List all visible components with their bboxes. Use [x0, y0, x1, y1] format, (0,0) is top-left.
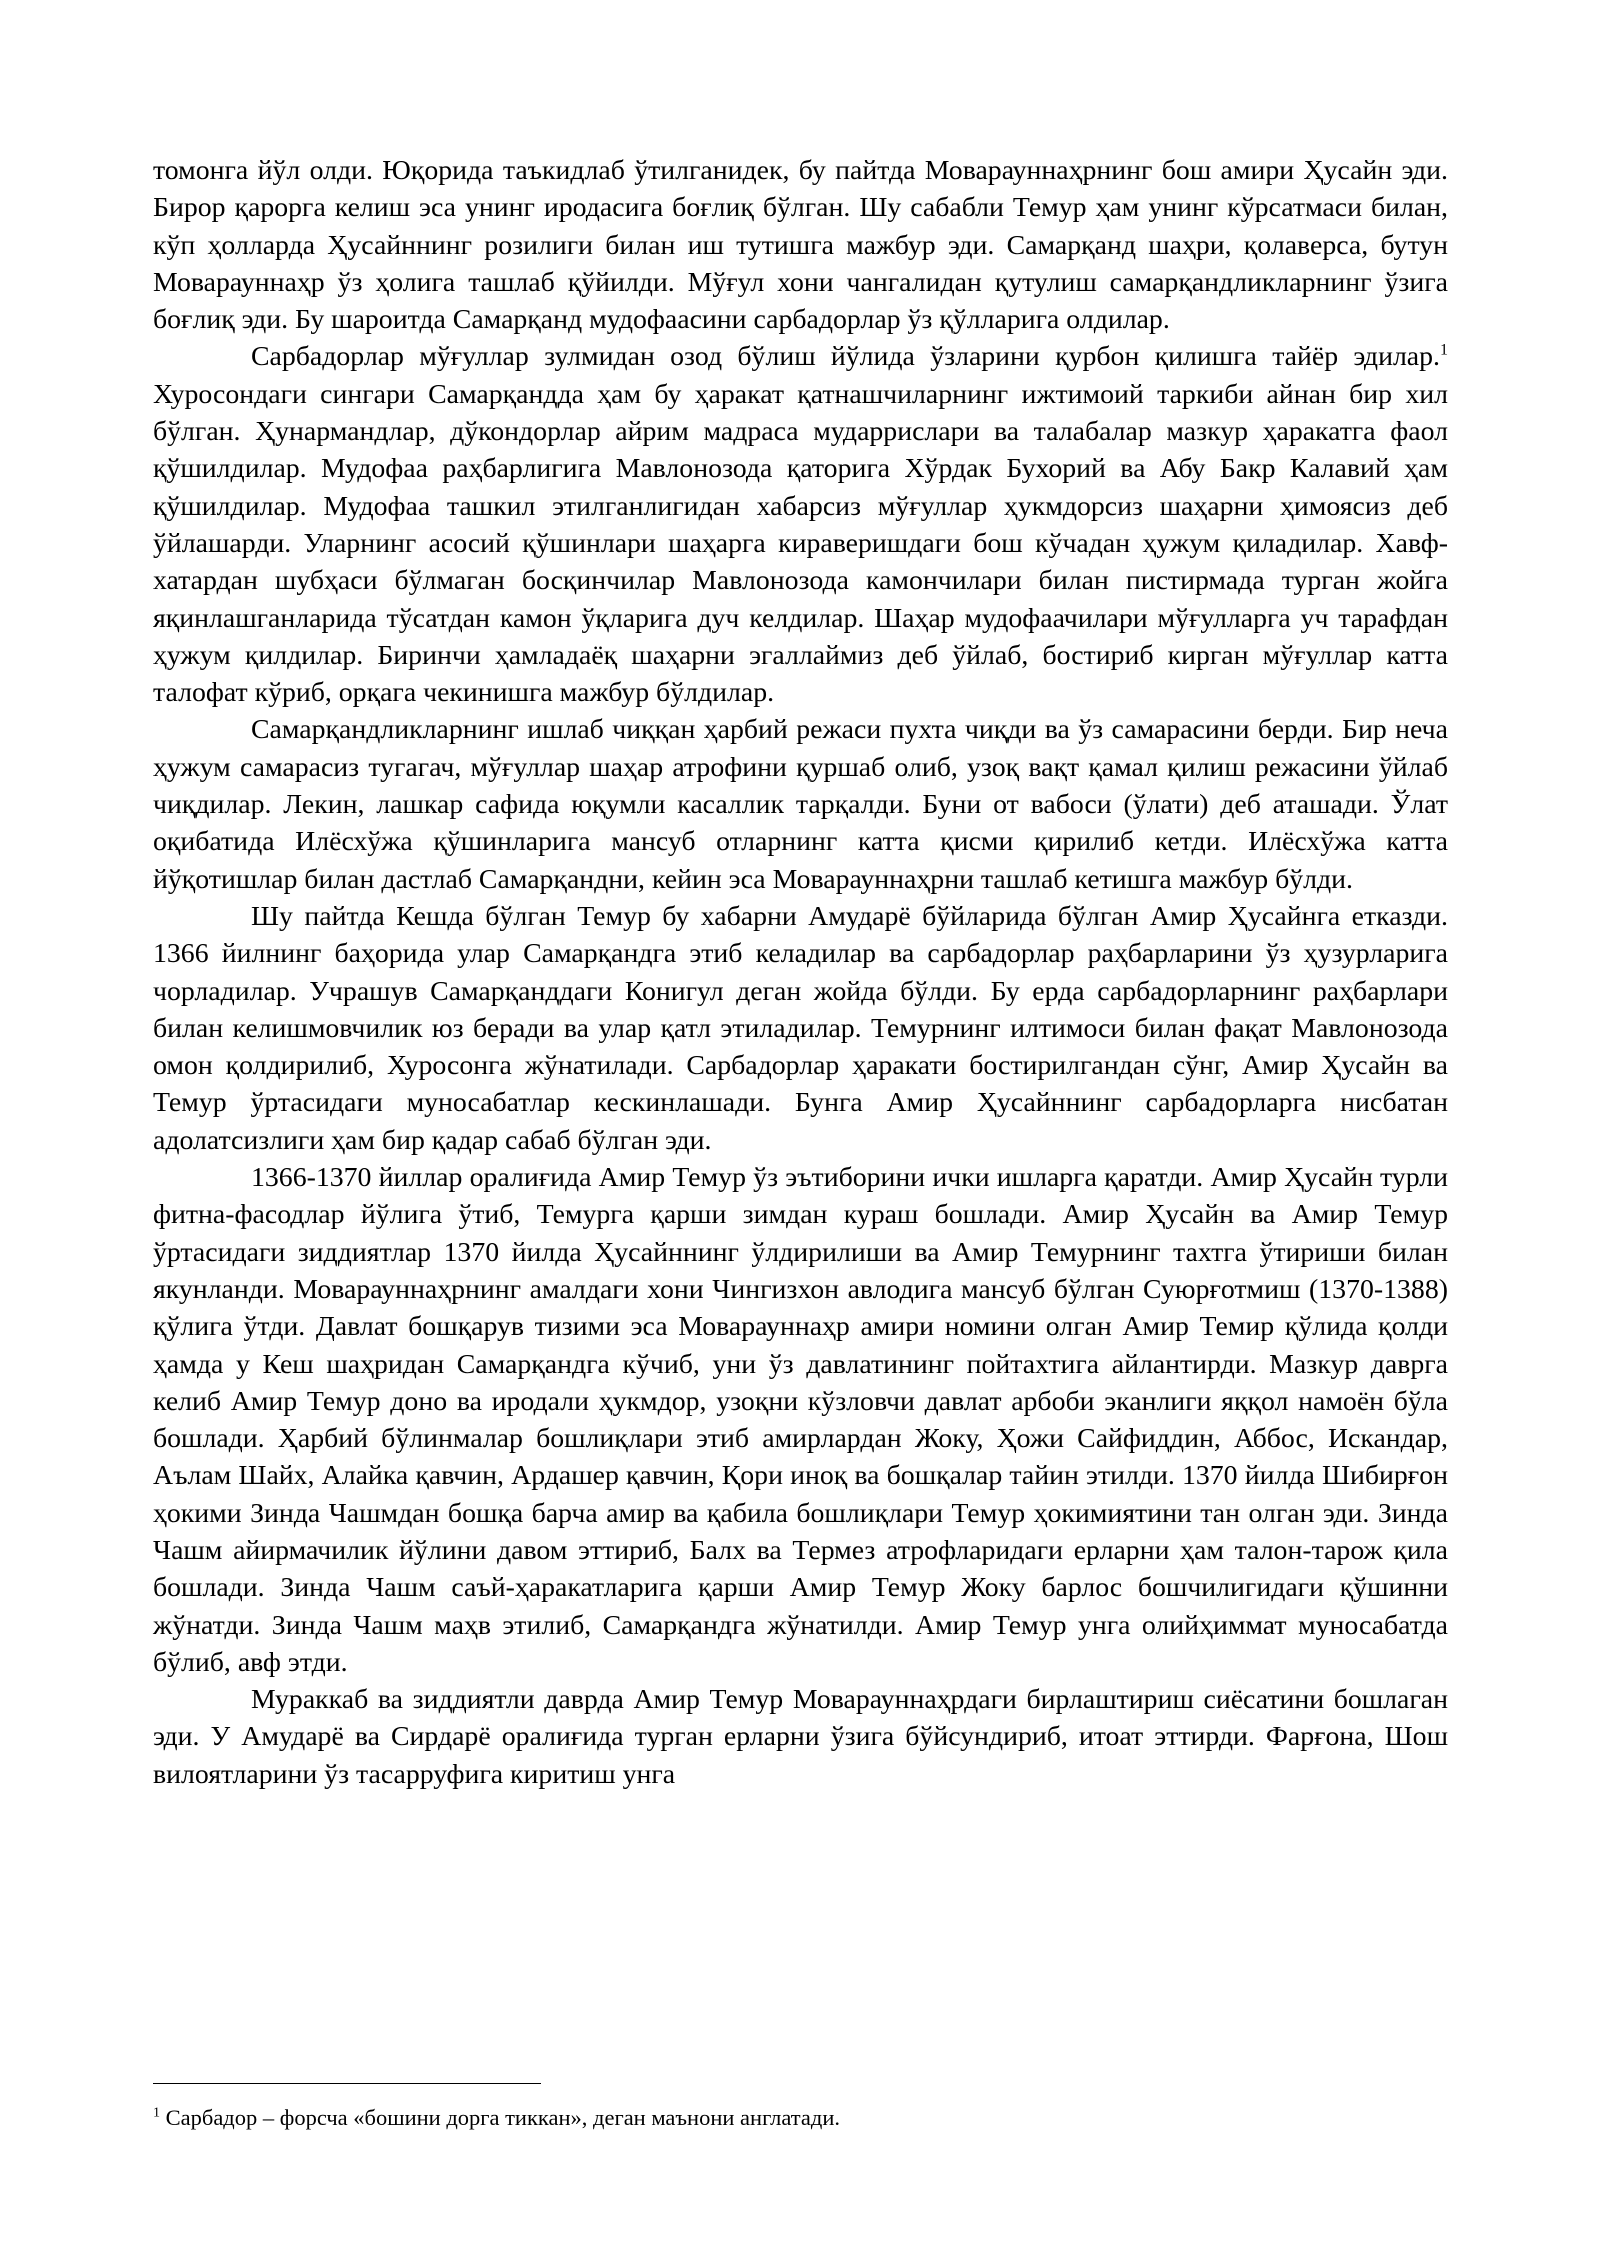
footnote: [153, 2104, 1448, 2132]
paragraph-3: Самарқандликларнинг ишлаб чиққан ҳарбий режаси пухта чиқди ва ўз самарасини берди. Бир неча ҳужум самарасиз тугагач, мўғуллар шаҳар атрофини қуршаб олиб, узоқ вақт қамал қилиш режасини ўйлаб чиқдилар. Лекин, лашкар сафида юқумли касаллик тарқалди. Буни от вабоси (ўлати) деб аташади. Ўлат оқибатида Илёсхўжа қўшинларига мансуб отларнинг катта қисми қирилиб кетди. Илёсхўжа катта йўқотишлар билан дастлаб Самарқандни, кейин эса Моварауннаҳрни ташлаб кетишга мажбур бўлди.: [153, 714, 1448, 895]
paragraph-2-text-end: Хуросондаги сингари Самарқандда ҳам бу ҳаракат қатнашчиларнинг ижтимоий таркиби айнан бир хил бўлган. Ҳунармандлар, дўкондорлар айрим мадраса мударрислари ва талабалар мазкур ҳаракатга фаол қўшилдилар. Мудофаа раҳбарлигига Мавлонозода қаторига Хўрдак Бухорий ва Абу Бакр Калавий ҳам қўшилдилар. Мудофаа ташкил этилганлигидан хабарсиз мўғуллар ҳукмдорсиз шаҳарни ҳимоясиз деб ўйлашарди. Уларнинг асосий қўшинлари шаҳарга кираверишдаги бош кўчадан ҳужум қиладилар. Хавф-хатардан шубҳаси бўлмаган босқинчилар Мавлонозода камончилари билан пистирмада турган жойга яқинлашганларида тўсатдан камон ўқларига дуч келдилар. Шаҳар мудофаачилари мўғулларга уч тарафдан ҳужум қилдилар. Биринчи ҳамладаёқ шаҳарни эгаллаймиз деб ўйлаб, бостириб кирган мўғуллар катта талофат кўриб, орқага чекинишга мажбур бўлдилар.: [153, 378, 1448, 709]
footnote-text: Сарбадор – форсча «бошини дорга тиккан», деган маънони англатади.: [160, 2105, 840, 2130]
footnote-reference[interactable]: 1: [1440, 342, 1448, 360]
paragraph-2: [153, 338, 1448, 711]
footnote-mark: 1: [153, 2105, 160, 2121]
paragraph-5: 1366-1370 йиллар оралиғида Амир Темур ўз эътиборини ички ишларга қаратди. Амир Ҳусайн турли фитна-фасодлар йўлига ўтиб, Темурга қарши зимдан кураш бошлади. Амир Ҳусайн ва Амир Темур ўртасидаги зиддиятлар 1370 йилда Ҳусайннинг ўлдирилиши ва Амир Темурнинг тахтга ўтириши билан якунланди. Моварауннаҳрнинг амалдаги хони Чингизхон авлодига мансуб бўлган Суюрғотмиш (1370-1388) қўлига ўтди. Давлат бошқарув тизими эса Моварауннаҳр амири номини олган Амир Темир қўлида қолди ҳамда у Кеш шаҳридан Самарқандга кўчиб, уни ўз давлатининг пойтахтига айлантирди. Мазкур даврга келиб Амир Темур доно ва иродали ҳукмдор, узоқни кўзловчи давлат арбоби эканлиги яққол намоён бўла бошлади. Ҳарбий бўлинмалар бошлиқлари этиб амирлардан Жоку, Ҳожи Сайфиддин, Аббос, Искандар, Аълам Шайх, Алайка қавчин, Ардашер қавчин, Қори иноқ ва бошқалар тайин этилди. 1370 йилда Шибирғон ҳокими Зинда Чашмдан бошқа барча амир ва қабила бошлиқлари Темур ҳокимиятини тан олган эди. Зинда Чашм айирмачилик йўлини давом эттириб, Балх ва Термез атрофларидаги ерларни ҳам талон-тарож қила бошлади. Зинда Чашм саъй-ҳаракатларига қарши Амир Темур Жоку барлос бошчилигидаги қўшинни жўнатди. Зинда Чашм маҳв этилиб, Самарқандга жўнатилди. Амир Темур унга олийҳиммат муносабатда бўлиб, авф этди.: [153, 1162, 1448, 1678]
paragraph-6: Мураккаб ва зиддиятли даврда Амир Темур Моварауннаҳрдаги бирлаштириш сиёсатини бошлаган эди. У Амударё ва Сирдарё оралиғида турган ерларни ўзига бўйсундириб, итоат эттирди. Фарғона, Шош вилоятларини ўз тасарруфига киритиш унга: [153, 1684, 1448, 1790]
body-text: [153, 152, 1448, 1793]
footnote-separator: [153, 2083, 541, 2084]
document-page: [153, 152, 1448, 1793]
paragraph-2-text-start: Сарбадорлар мўғуллар зулмидан озод бўлиш йўлида ўзларини қурбон қилишга тайёр эдилар.: [251, 341, 1440, 373]
paragraph-4: Шу пайтда Кешда бўлган Темур бу хабарни Амударё бўйларида бўлган Амир Ҳусайнга етказди. 1366 йилнинг баҳорида улар Самарқандга этиб келадилар ва сарбадорлар раҳбарларини ўз ҳузурларига чорладилар. Учрашув Самарқанддаги Конигул деган жойда бўлди. Бу ерда сарбадорларнинг раҳбарлари билан келишмовчилик юз беради ва улар қатл этиладилар. Темурнинг илтимоси билан фақат Мавлонозода омон қолдирилиб, Хуросонга жўнатилади. Сарбадорлар ҳаракати бостирилгандан сўнг, Амир Ҳусайн ва Темур ўртасидаги муносабатлар кескинлашади. Бунга Амир Ҳусайннинг сарбадорларга нисбатан адолатсизлиги ҳам бир қадар сабаб бўлган эди.: [153, 900, 1448, 1156]
paragraph-1: томонга йўл олди. Юқорида таъкидлаб ўтилганидек, бу пайтда Моварауннаҳрнинг бош амири Ҳусайн эди. Бирор қарорга келиш эса унинг иродасига боғлиқ бўлган. Шу сабабли Темур ҳам унинг кўрсатмаси билан, кўп ҳолларда Ҳусайннинг розилиги билан иш тутишга мажбур эди. Самарқанд шаҳри, қолаверса, бутун Моварауннаҳр ўз ҳолига ташлаб қўйилди. Мўғул хони чангалидан қутулиш самарқандликларнинг ўзига боғлиқ эди. Бу шароитда Самарқанд мудофаасини сарбадорлар ўз қўлларига олдилар.: [153, 155, 1448, 336]
